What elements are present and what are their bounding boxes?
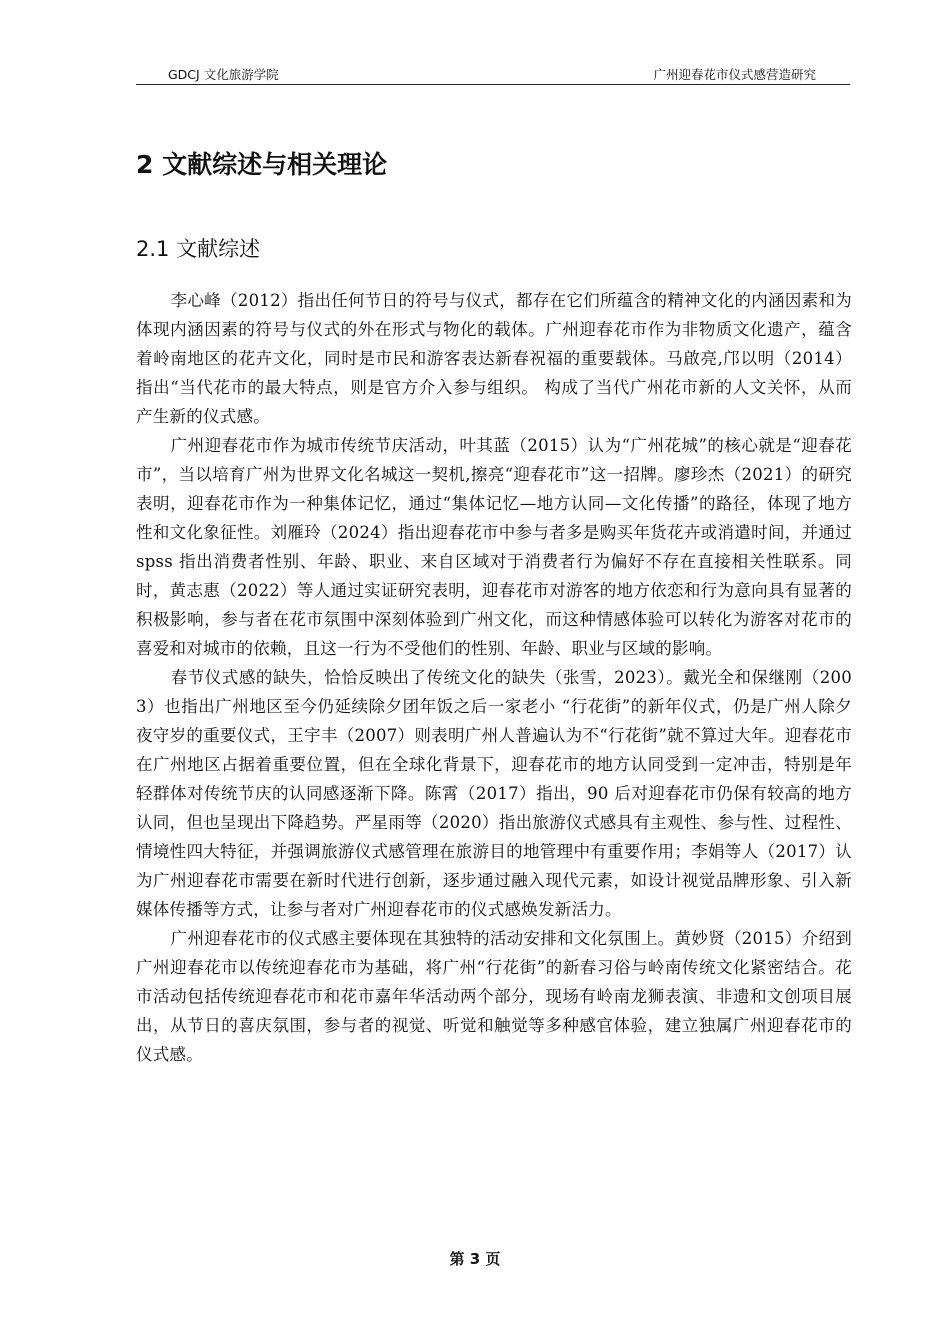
paragraph-4: 广州迎春花市的仪式感主要体现在其独特的活动安排和文化氛围上。黄妙贤（2015）介绍到广州迎春花市以传统迎春花市为基础，将广州“行花街”的新春习俗与岭南传统文化紧密结合。花市活动包括传统迎春花市和花市嘉年华活动两个部分，现场有岭南龙狮表演、非遗和文创项目展出，从节日的喜庆氛围，参与者的视觉、听觉和触觉等多种感官体验，建立独属广州迎春花市的仪式感。: [136, 929, 852, 1064]
page-number: 第 3 页: [449, 1250, 501, 1268]
paragraph-2: 广州迎春花市作为城市传统节庆活动，叶其蓝（2015）认为“广州花城”的核心就是“迎春花市”，当以培育广州为世界文化名城这一契机,擦亮“迎春花市”这一招牌。廖珍杰（2021）的研究表明，迎春花市作为一种集体记忆，通过“集体记忆—地方认同—文化传播”的路径，体现了地方性和文化象征性。刘雁玲（2024）指出迎春花市中参与者多是购买年货花卉或消遣时间，并通过 spss 指出消费者性别、年龄、职业、来自区域对于消费者行为偏好不存在直接相关性联系。同时，黄志惠（2022）等人通过实证研究表明，迎春花市对游客的地方依恋和行为意向具有显著的积极影响，参与者在花市氛围中深刻体验到广州文化，而这种情感体验可以转化为游客对花市的喜爱和对城市的依赖，且这一行为不受他们的性别、年龄、职业与区域的影响。: [136, 436, 852, 658]
paragraph-3: 春节仪式感的缺失，恰恰反映出了传统文化的缺失（张雪，2023）。戴光全和保继刚（2003）也指出广州地区至今仍延续除夕团年饭之后一家老小 “行花街”的新年仪式，仍是广州人除夕夜守岁的重要仪式，王宇丰（2007）则表明广州人普遍认为不“行花街”就不算过大年。迎春花市在广州地区占据着重要位置，但在全球化背景下，迎春花市的地方认同受到一定冲击，特别是年轻群体对传统节庆的认同感逐渐下降。陈霄（2017）指出，90 后对迎春花市仍保有较高的地方认同，但也呈现出下降趋势。严星雨等（2020）指出旅游仪式感具有主观性、参与性、过程性、情境性四大特征，并强调旅游仪式感管理在旅游目的地管理中有重要作用；李娟等人（2017）认为广州迎春花市需要在新时代进行创新，逐步通过融入现代元素，如设计视觉品牌形象、引入新媒体传播等方式，让参与者对广州迎春花市的仪式感焕发新活力。: [136, 668, 852, 919]
chapter-title: 2 文献综述与相关理论: [136, 150, 388, 179]
section-title: 2.1 文献综述: [136, 237, 261, 261]
body-text: [136, 286, 852, 1069]
paragraph-1: 李心峰（2012）指出任何节日的符号与仪式，都存在它们所蕴含的精神文化的内涵因素和为体现内涵因素的符号与仪式的外在形式与物化的载体。广州迎春花市作为非物质文化遗产，蕴含着岭南地区的花卉文化，同时是市民和游客表达新春祝福的重要载体。马啟亮,邝以明（2014）指出“当代花市的最大特点，则是官方介入参与组织。 构成了当代广州花市新的人文关怀，从而产生新的仪式感。: [136, 291, 852, 426]
page-header: [136, 66, 850, 85]
header-thesis-title: 广州迎春花市仪式感营造研究: [653, 67, 816, 82]
header-institution: GDCJ 文化旅游学院: [168, 67, 279, 82]
